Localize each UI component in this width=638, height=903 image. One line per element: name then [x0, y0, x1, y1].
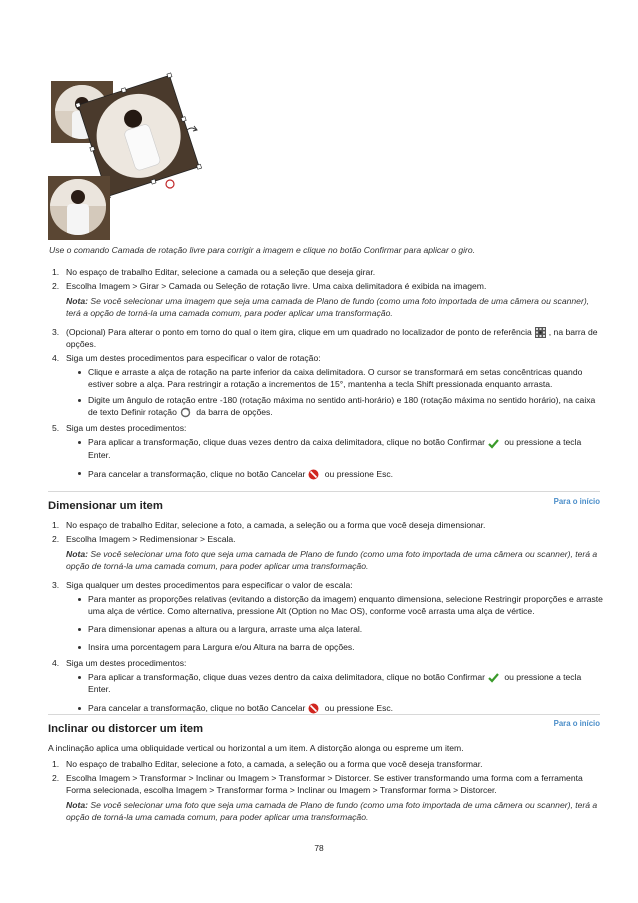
list-item: 1. No espaço de trabalho Editar, selecione a foto, a camada, a seleção ou a forma que você deseja transformar. — [52, 759, 483, 769]
list-item: 2. Escolha Imagem > Transformar > Inclinar ou Imagem > Transformar > Distorcer. Se estiver transformando uma forma com a ferramenta Forma selecionada, escolha Imagem > Transformar forma > Inclinar ou Imagem > Transformar forma > Distorcer. — [52, 773, 583, 795]
list-item: Clique e arraste a alça de rotação na parte inferior da caixa delimitadora. O cursor se transformará em setas concêntricas quando estiver sobre a alça. Para restringir a rotação a incrementos de 15°, mantenha a tecla Shift pressionada enquanto arrasta. — [66, 366, 604, 390]
reference-point-locator-icon — [535, 327, 546, 338]
section-intro: A inclinação aplica uma obliquidade vertical ou horizontal a um item. A distorção alonga ou espreme um item. — [48, 743, 464, 753]
note: Nota: Se você selecionar uma foto que seja uma camada de Plano de fundo (como uma foto importada de uma câmera ou scanner), terá a opção de torná-la uma camada comum, para poder aplicar uma transformação. — [66, 800, 598, 822]
list-item: 2. Escolha Imagem > Girar > Camada ou Seleção de rotação livre. Uma caixa delimitadora é exibida na imagem. — [52, 281, 487, 291]
list-item: Para manter as proporções relativas (evitando a distorção da imagem) enquanto dimensiona, selecione Restringir proporções e arraste uma alça de vértice. Como alternativa, pressione Alt (Option no Mac OS), conforme você arrasta uma alça de vértice. — [66, 593, 604, 617]
section-divider — [48, 714, 600, 715]
checkmark-icon — [488, 672, 499, 683]
list-item: Para cancelar a transformação, clique no botão Cancelar ou pressione Esc. — [66, 702, 604, 714]
list-item: Para aplicar a transformação, clique duas vezes dentro da caixa delimitadora, clique no botão Confirmar ou pressione a tecla Enter. — [66, 671, 604, 695]
figure-caption: Use o comando Camada de rotação livre para corrigir a imagem e clique no botão Confirmar para aplicar o giro. — [49, 245, 476, 255]
section-heading: Inclinar ou distorcer um item — [48, 723, 204, 735]
skew-steps — [48, 758, 604, 827]
list-item: 4. Siga um destes procedimentos: Para aplicar a transformação, clique duas vezes dentro da caixa delimitadora, clique no botão Confirmar ou pressione a tecla Enter. Para cancelar a transformação, clique no botão Cancelar ou pressione Esc. — [48, 657, 604, 714]
list-item: Para aplicar a transformação, clique duas vezes dentro da caixa delimitadora, clique no botão Confirmar ou pressione a tecla Enter. — [66, 436, 604, 460]
list-item: 2. Escolha Imagem > Redimensionar > Escala. — [52, 534, 236, 544]
list-item: 3. Siga qualquer um destes procedimentos para especificar o valor de escala: Para manter as proporções relativas (evitando a distorção da imagem) enquanto dimensiona, selecione Restringir proporções e arraste uma alça de vértice. Como alternativa, pressione Alt (Option no Mac OS), conforme você arrasta uma alça de vértice. Para dimensionar apenas a altura ou a largura, arraste uma alça lateral. Insira uma porcentagem para Largura e/ou Altura na barra de opções. — [52, 580, 603, 652]
list-item: 4. Siga um destes procedimentos para especificar o valor de rotação: Clique e arraste a alça de rotação na parte inferior da caixa delimitadora. O cursor se transformará em setas concêntricas quando estiver sobre a alça. Para restringir a rotação a incrementos de 15°, mantenha a tecla Shift pressionada enquanto arrasta. Digite um ângulo de rotação entre -180 (rotação máxima no sentido anti-horário) e 180 (rotação máxima no sentido horário), na caixa de texto Definir rotação da barra de opções. — [48, 352, 604, 418]
back-to-top-link[interactable]: Para o início — [553, 497, 600, 506]
section-divider — [48, 491, 600, 492]
list-item: Insira uma porcentagem para Largura e/ou Altura na barra de opções. — [66, 641, 604, 653]
rotation-example-figure — [48, 68, 208, 242]
cancel-icon — [308, 469, 319, 480]
list-item: Para dimensionar apenas a altura ou a largura, arraste uma alça lateral. — [66, 623, 604, 635]
list-item: Para cancelar a transformação, clique no botão Cancelar ou pressione Esc. — [66, 468, 604, 480]
back-to-top-link[interactable]: Para o início — [553, 719, 600, 728]
list-item: 5. Siga um destes procedimentos: Para aplicar a transformação, clique duas vezes dentro da caixa delimitadora, clique no botão Confirmar ou pressione a tecla Enter. Para cancelar a transformação, clique no botão Cancelar ou pressione Esc. — [48, 422, 604, 479]
checkmark-icon — [488, 438, 499, 449]
note: Nota: Se você selecionar uma imagem que seja uma camada de Plano de fundo (como uma foto importada de uma câmera ou scanner), terá a opção de torná-la uma camada comum, para poder aplicar uma transformação. — [66, 296, 590, 318]
note: Nota: Se você selecionar uma foto que seja uma camada de Plano de fundo (como uma foto importada de uma câmera ou scanner), terá a opção de torná-la uma camada comum, para poder aplicar uma transformação. — [66, 549, 598, 571]
cancel-icon — [308, 703, 319, 714]
list-item: Digite um ângulo de rotação entre -180 (rotação máxima no sentido anti-horário) e 180 (rotação máxima no sentido horário), na caixa de texto Definir rotação da barra de opções. — [66, 394, 604, 418]
section-heading: Dimensionar um item — [48, 500, 163, 512]
list-item: 1. No espaço de trabalho Editar, selecione a foto, a camada, a seleção ou a forma que você deseja dimensionar. — [52, 520, 486, 530]
set-rotation-icon — [180, 407, 191, 418]
rotate-steps — [48, 266, 604, 484]
page-number: 78 — [314, 843, 324, 853]
list-item: 1. No espaço de trabalho Editar, selecione a camada ou a seleção que deseja girar. — [52, 267, 376, 277]
list-item: 3. (Opcional) Para alterar o ponto em torno do qual o item gira, clique em um quadrado no localizador de ponto de referência , na barra de opções. — [52, 327, 598, 350]
scale-steps — [48, 519, 604, 718]
